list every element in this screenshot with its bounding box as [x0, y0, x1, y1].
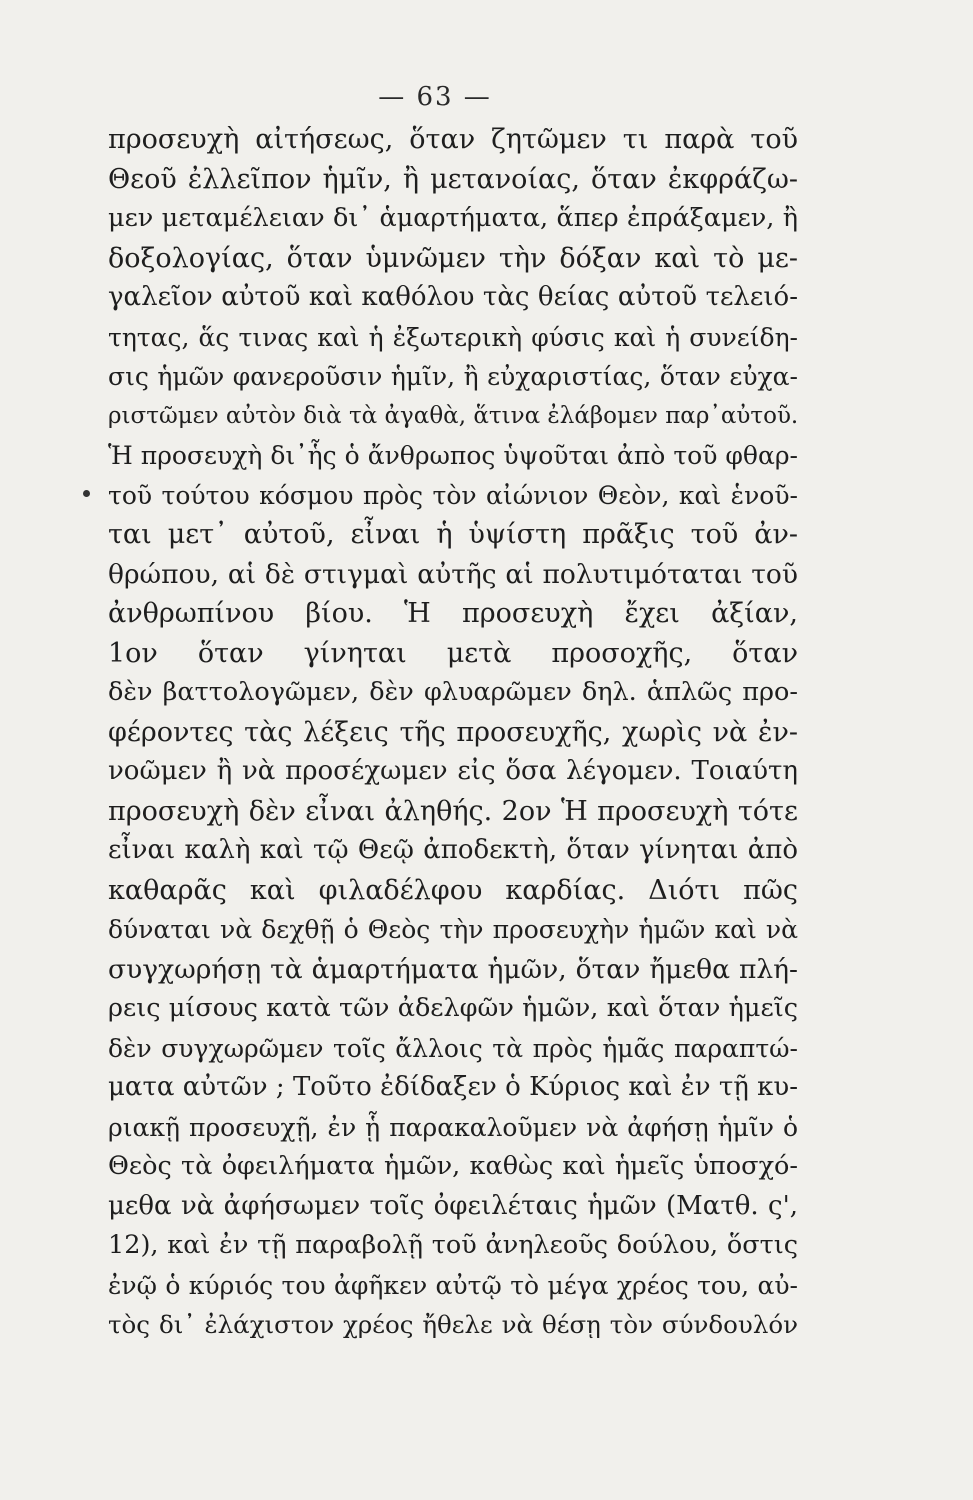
text-line: τὸς δι᾽ ἐλάχιστον χρέος ἤθελε νὰ θέσῃ τὸν σύνδουλόν — [108, 1310, 798, 1339]
text-line: μεν μεταμέλειαν δι᾽ ἁμαρτήματα, ἅπερ ἐπράξαμεν, ἢ — [108, 203, 798, 233]
text-line: νοῶμεν ἢ νὰ προσέχωμεν εἰς ὅσα λέγομεν. Τοιαύτη — [108, 756, 798, 786]
text-line: μεθα νὰ ἀφήσωμεν τοῖς ὀφειλέταις ἡμῶν (Ματθ. ς', — [108, 1190, 798, 1221]
text-line: σις ἡμῶν φανεροῦσιν ἡμῖν, ἢ εὐχαριστίας, ὅταν εὐχα- — [108, 362, 798, 391]
margin-dot — [83, 490, 90, 497]
text-line: δὲν βαττολογῶμεν, δὲν φλυαρῶμεν δηλ. ἁπλῶς προ- — [108, 677, 798, 707]
text-line: ριστῶμεν αὐτὸν διὰ τὰ ἀγαθὰ, ἅτινα ἐλάβομεν παρ᾽αὐτοῦ. — [108, 402, 799, 429]
text-line: 12), καὶ ἐν τῇ παραβολῇ τοῦ ἀνηλεοῦς δούλου, ὅστις — [108, 1230, 798, 1260]
text-line: θρώπου, αἱ δὲ στιγμαὶ αὐτῆς αἱ πολυτιμόταται τοῦ — [108, 558, 798, 590]
text-line: Θεοῦ ἐλλεῖπον ἡμῖν, ἢ μετανοίας, ὅταν ἐκφράζω- — [108, 163, 798, 195]
text-line: εἶναι καλὴ καὶ τῷ Θεῷ ἀποδεκτὴ, ὅταν γίνηται ἀπὸ — [108, 835, 798, 865]
text-line: Ἡ προσευχὴ δι᾽ἧς ὁ ἄνθρωπος ὑψοῦται ἀπὸ τοῦ φθαρ- — [108, 441, 798, 470]
text-line: προσευχὴ αἰτήσεως, ὅταν ζητῶμεν τι παρὰ τοῦ — [108, 124, 798, 155]
text-line: δὲν συγχωρῶμεν τοῖς ἄλλοις τὰ πρὸς ἡμᾶς παραπτώ- — [108, 1033, 798, 1063]
text-line: ματα αὐτῶν ; Τοῦτο ἐδίδαξεν ὁ Κύριος καὶ ἐν τῇ κυ- — [108, 1072, 798, 1102]
page-number: — 63 — — [378, 82, 492, 112]
text-line: τητας, ἅς τινας καὶ ἡ ἐξωτερικὴ φύσις καὶ ἡ συνείδη- — [108, 322, 798, 352]
text-line: ἀνθρωπίνου βίου. Ἡ προσευχὴ ἔχει ἀξίαν, — [108, 598, 798, 629]
text-line: δοξολογίας, ὅταν ὑμνῶμεν τὴν δόξαν καὶ τὸ με- — [108, 242, 798, 274]
text-line: γαλεῖον αὐτοῦ καὶ καθόλου τὰς θείας αὐτοῦ τελειό- — [108, 282, 798, 312]
text-line: ρεις μίσους κατὰ τῶν ἀδελφῶν ἡμῶν, καὶ ὅταν ἡμεῖς — [108, 993, 798, 1023]
text-line: ἐνῷ ὁ κύριός του ἀφῆκεν αὐτῷ τὸ μέγα χρέος του, αὐ- — [108, 1270, 798, 1300]
text-line: ται μετ᾽ αὐτοῦ, εἶναι ἡ ὑψίστη πρᾶξις τοῦ ἀν- — [108, 519, 798, 550]
text-line: τοῦ τούτου κόσμου πρὸς τὸν αἰώνιον Θεὸν, καὶ ἑνοῦ- — [108, 480, 798, 510]
text-line: φέροντες τὰς λέξεις τῆς προσευχῆς, χωρὶς νὰ ἐν- — [108, 716, 798, 748]
body-text — [108, 120, 798, 1345]
text-line: ριακῇ προσευχῇ, ἐν ᾗ παρακαλοῦμεν νὰ ἀφήσῃ ἡμῖν ὁ — [108, 1112, 798, 1142]
text-line: Θεὸς τὰ ὀφειλήματα ἡμῶν, καθὼς καὶ ἡμεῖς ὑποσχό- — [108, 1151, 798, 1181]
text-line: συγχωρήσῃ τὰ ἁμαρτήματα ἡμῶν, ὅταν ἤμεθα πλή- — [108, 953, 798, 985]
text-line: προσευχὴ δὲν εἶναι ἀληθής. 2ον Ἡ προσευχὴ τότε — [108, 795, 798, 827]
text-line: 1ον ὅταν γίνηται μετὰ προσοχῆς, ὅταν — [108, 637, 798, 669]
text-line: καθαρᾶς καὶ φιλαδέλφου καρδίας. Διότι πῶς — [108, 874, 798, 906]
text-line: δύναται νὰ δεχθῇ ὁ Θεὸς τὴν προσευχὴν ἡμῶν καὶ νὰ — [108, 915, 798, 944]
